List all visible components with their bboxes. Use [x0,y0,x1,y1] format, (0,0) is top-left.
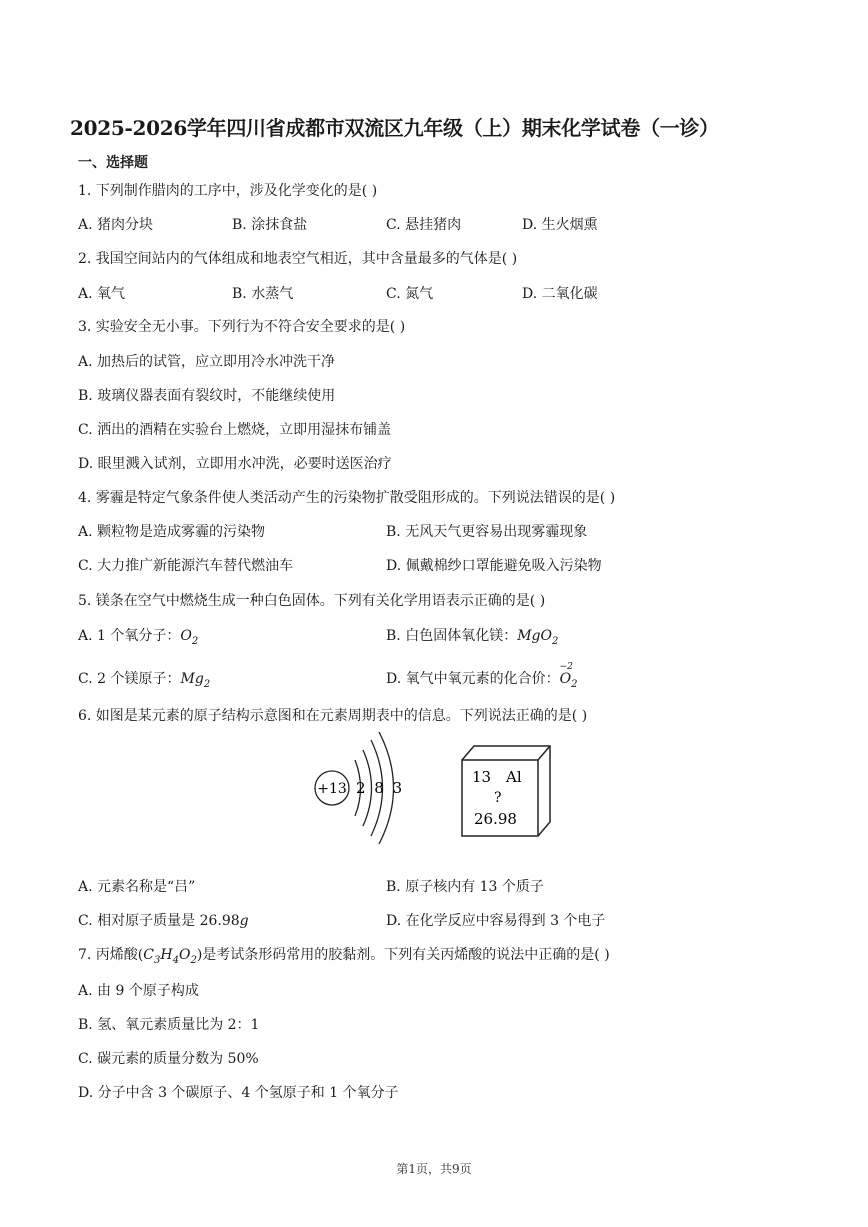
q1-option-b: B. 涂抹食盐 [232,217,308,233]
q3-option-d: D. 眼里溅入试剂，立即用水冲洗，必要时送医治疗 [78,456,392,472]
element-name: ? [494,790,502,806]
page-title: 2025-2026学年四川省成都市双流区九年级（上）期末化学试卷（一诊） [70,116,719,140]
q7-option-d: D. 分子中含 3 个碳原子、4 个氢原子和 1 个氧分子 [78,1085,399,1101]
q5-stem: 5. 镁条在空气中燃烧生成一种白色固体。下列有关化学用语表示正确的是( ) [78,593,546,609]
q6-stem: 6. 如图是某元素的原子结构示意图和在元素周期表中的信息。下列说法正确的是( ) [78,708,588,724]
q7-stem: 7. 丙烯酸$(C_3H_4O_2)$是考试条形码常用的胶黏剂。下列有关丙烯酸的说法中正确的是( ) [78,947,610,966]
q3-option-a: A. 加热后的试管，应立即用冷水冲洗干净 [78,354,336,370]
q2-stem: 2. 我国空间站内的气体组成和地表空气相近，其中含量最多的气体是( ) [78,251,518,267]
q2-option-b: B. 水蒸气 [232,286,294,302]
q5-option-d: D. 氧气中氧元素的化合价： −2 $O_2$ [386,662,578,690]
element-symbol: Al [506,768,522,786]
q4-option-b: B. 无风天气更容易出现雾霾现象 [386,524,588,540]
q2-option-c: C. 氮气 [386,286,434,302]
q1-option-a: A. 猪肉分块 [78,217,154,233]
q6-option-b: B. 原子核内有 13 个质子 [386,879,544,895]
q6-option-a: A. 元素名称是“吕” [78,879,196,895]
atomic-number: 13 [472,768,492,786]
q1-option-c: C. 悬挂猪肉 [386,217,462,233]
q7-option-b: B. 氢、氧元素质量比为 2：1 [78,1017,260,1033]
q4-stem: 4. 雾霾是特定气象条件使人类活动产生的污染物扩散受阻形成的。下列说法错误的是( ) [78,490,616,506]
q5-option-c: C. 2 个镁原子：$Mg_2$ [78,671,211,690]
q2-option-a: A. 氧气 [78,286,126,302]
q5-option-b: B. 白色固体氧化镁：MgO$_2$ [386,628,559,647]
nucleus-charge: +13 [317,781,347,797]
q1-option-d: D. 生火烟熏 [522,217,598,233]
electron-shells: 2 8 3 [356,779,405,797]
section-heading: 一、选择题 [78,155,148,171]
q6-option-c: C. 相对原子质量是 26.98g [78,913,249,929]
q5-option-a: A. 1 个氧分子：$O_2$ [78,628,199,647]
atom-and-element-figure [300,732,560,852]
q1-stem: 1. 下列制作腊肉的工序中，涉及化学变化的是( ) [78,183,378,199]
q3-stem: 3. 实验安全无小事。下列行为不符合安全要求的是( ) [78,319,406,335]
page-footer: 第1页，共9页 [396,1162,472,1176]
q3-option-b: B. 玻璃仪器表面有裂纹时，不能继续使用 [78,388,336,404]
q4-option-d: D. 佩戴棉纱口罩能避免吸入污染物 [386,558,602,574]
q3-option-c: C. 洒出的酒精在实验台上燃烧，立即用湿抹布铺盖 [78,422,392,438]
q4-option-c: C. 大力推广新能源汽车替代燃油车 [78,558,294,574]
q2-option-d: D. 二氧化碳 [522,286,598,302]
q7-option-a: A. 由 9 个原子构成 [78,983,199,999]
q7-option-c: C. 碳元素的质量分数为 50% [78,1051,259,1067]
q4-option-a: A. 颗粒物是造成雾霾的污染物 [78,524,266,540]
atomic-mass: 26.98 [474,810,517,828]
q6-option-d: D. 在化学反应中容易得到 3 个电子 [386,913,606,929]
